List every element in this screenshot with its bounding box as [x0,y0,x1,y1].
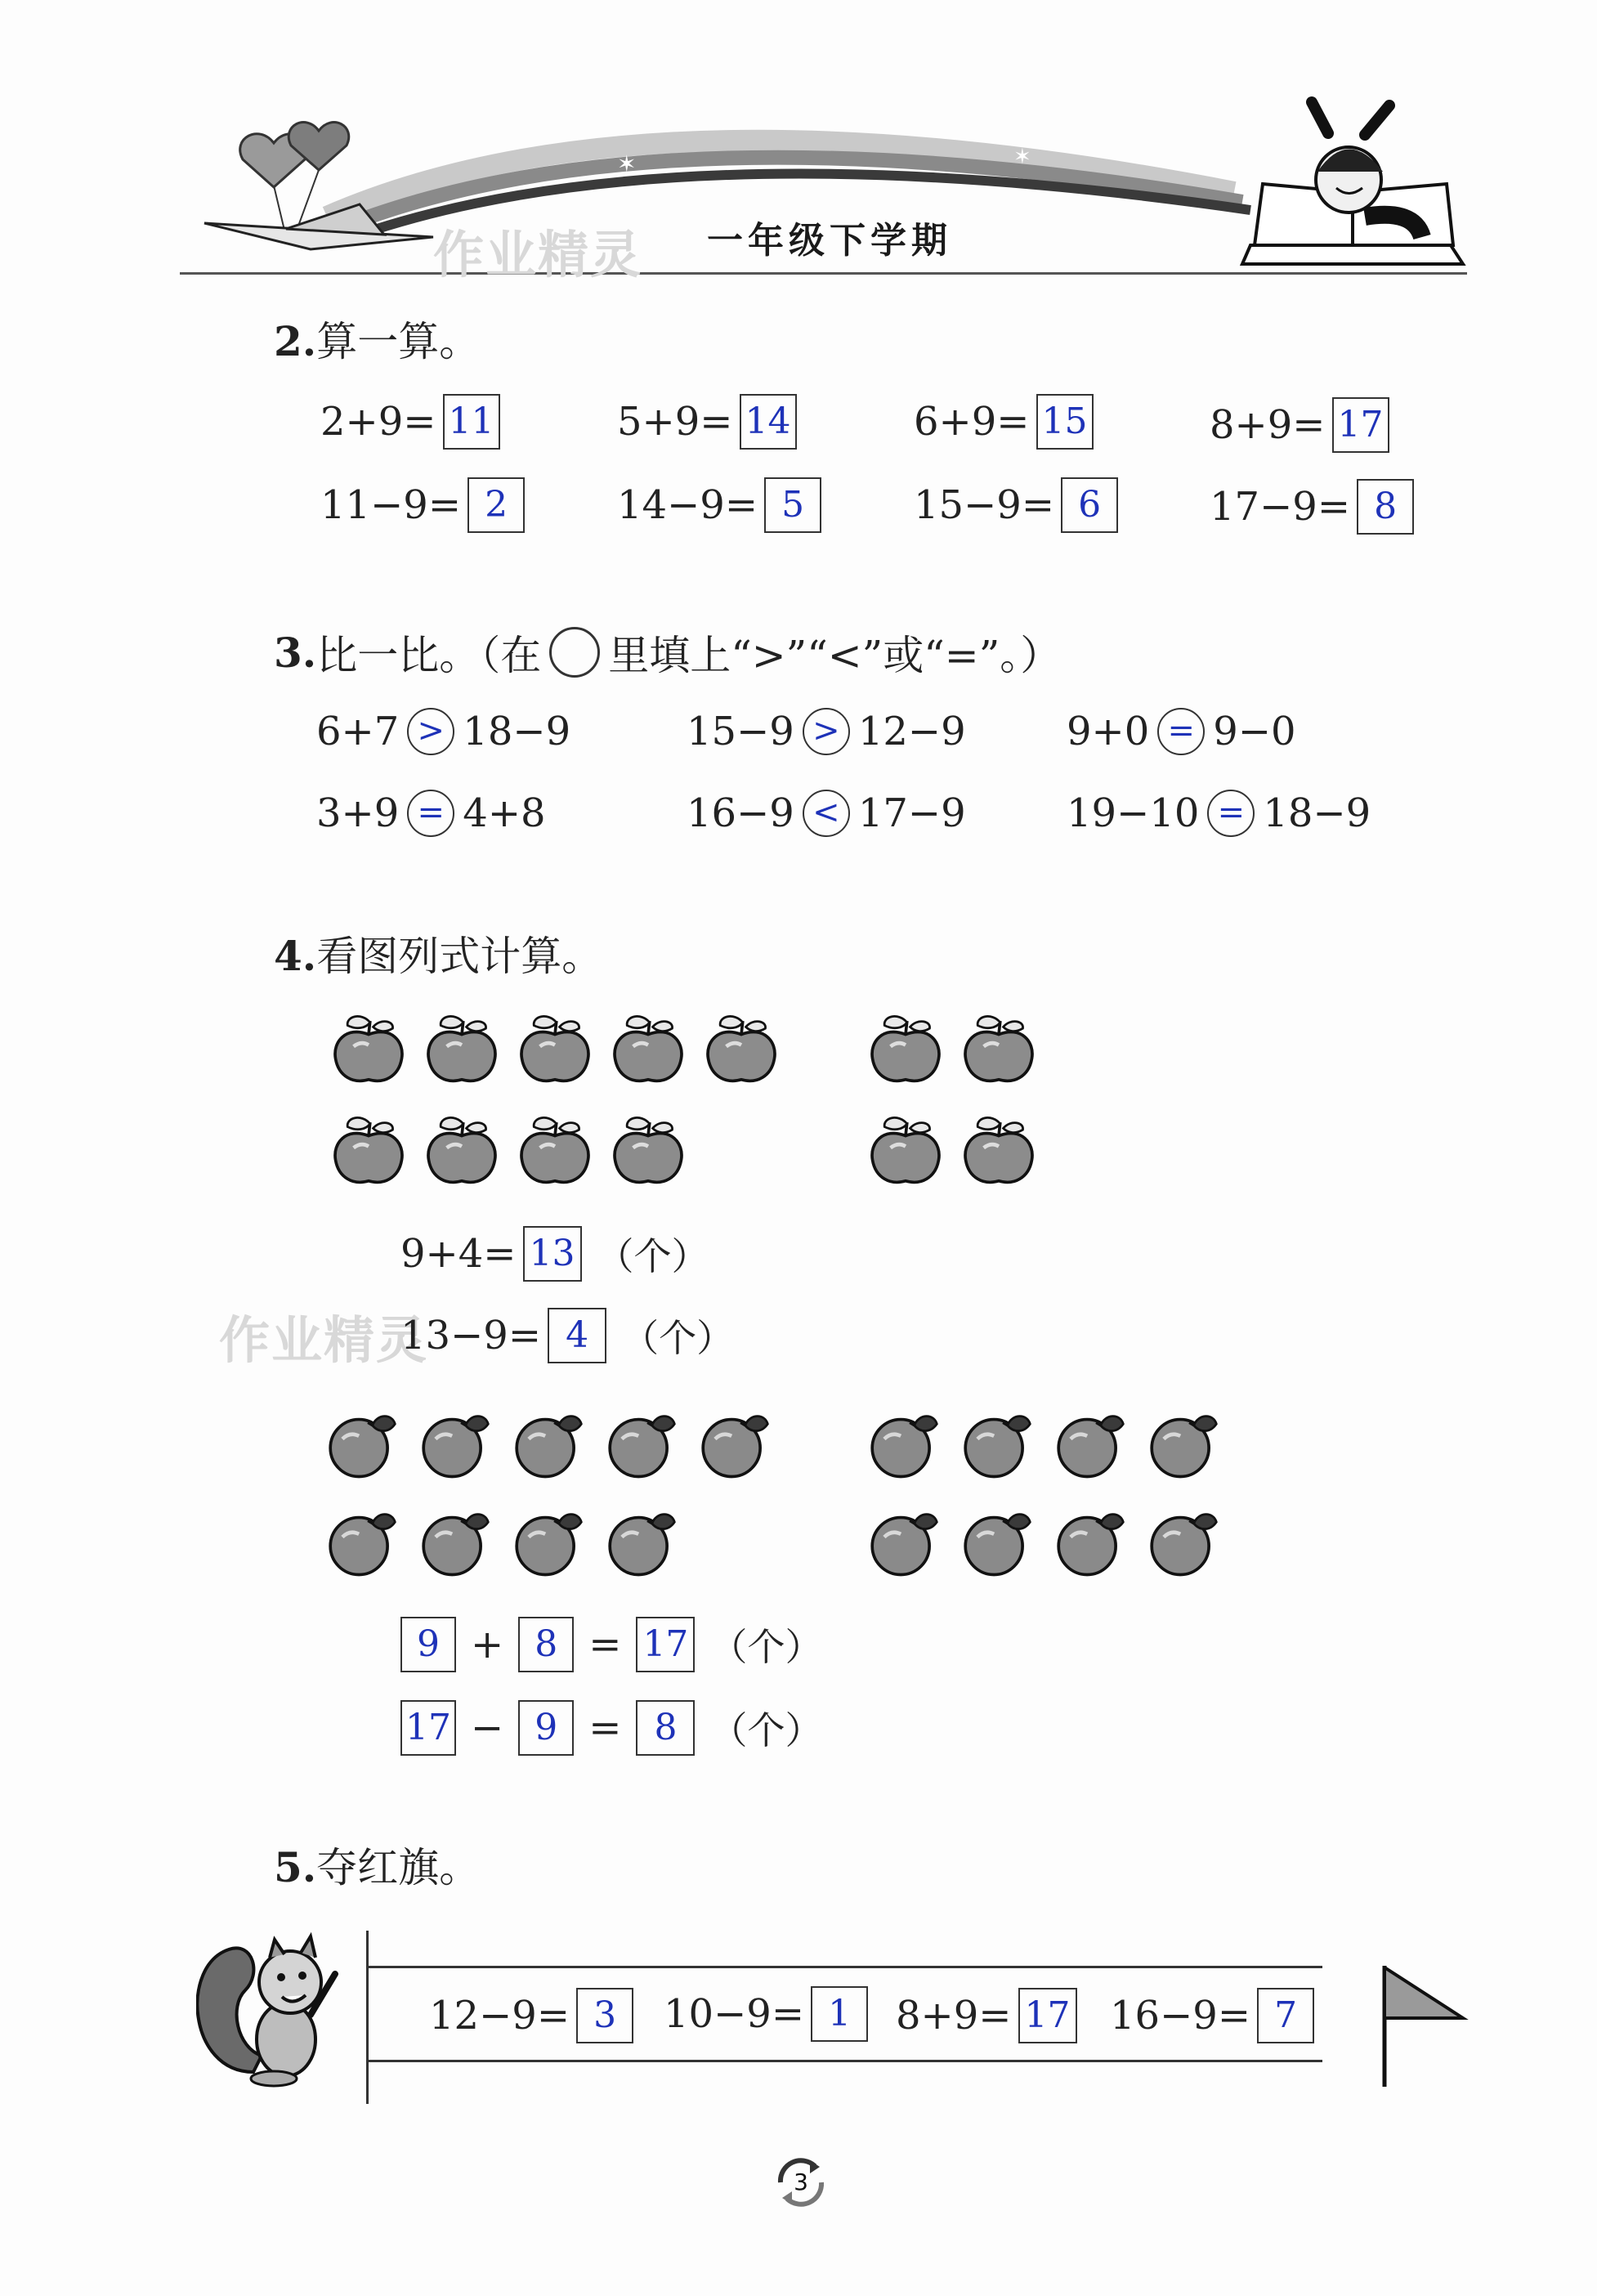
svg-text:✶: ✶ [617,150,637,177]
apple-icon [331,1113,406,1188]
flag-equation: 10−9= 1 [664,1986,868,2042]
apple-group-right-row1 [868,1012,1036,1087]
orange-icon [1051,1406,1126,1481]
track-top-line [366,1966,1322,1968]
apple-group-left-row1 [331,1012,779,1087]
compare-circle[interactable]: = [407,790,454,837]
orange-equation: 9 + 8 = 17 （个） [400,1617,822,1672]
track-bottom-line [366,2060,1322,2062]
equation: 14−9= 5 [617,477,821,533]
orange-group-right-row1 [865,1406,1219,1481]
orange-icon [696,1406,771,1481]
answer-box[interactable]: 8 [518,1617,574,1672]
comparison: 19−10 = 18−9 [1067,790,1371,836]
grade-title: 一年级下学期 [707,220,952,262]
answer-box[interactable]: 9 [400,1617,456,1672]
answer-box[interactable]: 8 [636,1700,695,1756]
flag-equation: 16−9= 7 [1110,1988,1314,2043]
answer-box[interactable]: 8 [1357,479,1414,535]
answer-box[interactable]: 4 [548,1308,606,1363]
empty-circle-icon [549,627,600,678]
apple-equation: 13−9= 4 （个） [400,1308,734,1363]
orange-icon [958,1504,1033,1579]
flag-icon [1381,1966,1471,2088]
answer-box[interactable]: 7 [1257,1988,1314,2043]
answer-box[interactable]: 14 [740,394,797,450]
equation: 6+9= 15 [914,394,1094,450]
equation: 5+9= 14 [617,394,797,450]
orange-icon [865,1406,940,1481]
flag-equation: 12−9= 3 [429,1988,633,2043]
comparison: 15−9 > 12−9 [687,709,966,754]
apple-icon [704,1012,779,1087]
orange-icon [509,1504,584,1579]
orange-icon [958,1406,1033,1481]
track-start-line [366,1931,369,2104]
answer-box[interactable]: 1 [811,1986,868,2042]
comparison: 6+7 > 18−9 [316,709,571,754]
orange-group-left-row1 [323,1406,771,1481]
answer-box[interactable]: 5 [764,477,821,533]
squirrel-icon [196,1917,343,2088]
compare-circle[interactable]: < [803,790,850,837]
equation: 11−9= 2 [320,477,525,533]
orange-icon [323,1406,398,1481]
orange-icon [1051,1504,1126,1579]
orange-icon [1144,1406,1219,1481]
comparison: 16−9 < 17−9 [687,790,966,836]
apple-icon [961,1012,1036,1087]
compare-circle[interactable]: = [1157,708,1205,755]
answer-box[interactable]: 15 [1036,394,1094,450]
apple-icon [424,1113,499,1188]
orange-icon [416,1406,491,1481]
orange-icon [865,1504,940,1579]
watermark: 作业精灵 [219,1310,429,1370]
compare-circle[interactable]: > [803,708,850,755]
apple-icon [331,1012,406,1087]
apple-group-left-row2 [331,1113,686,1188]
flag-equation: 8+9= 17 [896,1988,1077,2043]
header-rule [180,272,1467,275]
apple-icon [611,1012,686,1087]
answer-box[interactable]: 2 [467,477,525,533]
answer-box[interactable]: 17 [400,1700,456,1756]
page-number-badge [772,2154,830,2211]
section-3-title: 3. 比一比。（在 里填上“>”“<”或“=”。） [274,628,1062,679]
svg-text:✶: ✶ [1013,145,1031,169]
equation: 17−9= 8 [1210,479,1414,535]
page-number: 3 [794,2168,808,2195]
apple-icon [868,1012,943,1087]
orange-icon [1144,1504,1219,1579]
apple-icon [517,1012,593,1087]
answer-box[interactable]: 6 [1061,477,1118,533]
compare-circle[interactable]: > [407,708,454,755]
orange-icon [602,1504,678,1579]
section-5-title: 5.夺红旗。 [274,1843,481,1891]
orange-icon [416,1504,491,1579]
answer-box[interactable]: 17 [1018,1988,1077,2043]
answer-box[interactable]: 13 [523,1226,582,1282]
equation: 8+9= 17 [1210,397,1389,453]
comparison: 3+9 = 4+8 [316,790,546,836]
apple-icon [424,1012,499,1087]
apple-equation: 9+4= 13 （个） [400,1226,709,1282]
orange-icon [509,1406,584,1481]
section-4-title: 4.看图列式计算。 [274,932,603,980]
apple-group-right-row2 [868,1113,1036,1188]
apple-icon [868,1113,943,1188]
orange-icon [602,1406,678,1481]
apple-icon [517,1113,593,1188]
watermark: 作业精灵 [433,225,643,284]
orange-equation: 17 − 9 = 8 （个） [400,1700,822,1756]
comparison: 9+0 = 9−0 [1067,709,1296,754]
answer-box[interactable]: 9 [518,1700,574,1756]
equation: 15−9= 6 [914,477,1118,533]
answer-box[interactable]: 3 [576,1988,633,2043]
answer-box[interactable]: 17 [1332,397,1389,453]
section-2-title: 2.算一算。 [274,317,481,365]
equation: 2+9= 11 [320,394,500,450]
apple-icon [611,1113,686,1188]
answer-box[interactable]: 11 [443,394,500,450]
orange-group-right-row2 [865,1504,1219,1579]
orange-group-left-row2 [323,1504,678,1579]
answer-box[interactable]: 17 [636,1617,695,1672]
apple-icon [961,1113,1036,1188]
orange-icon [323,1504,398,1579]
compare-circle[interactable]: = [1207,790,1255,837]
